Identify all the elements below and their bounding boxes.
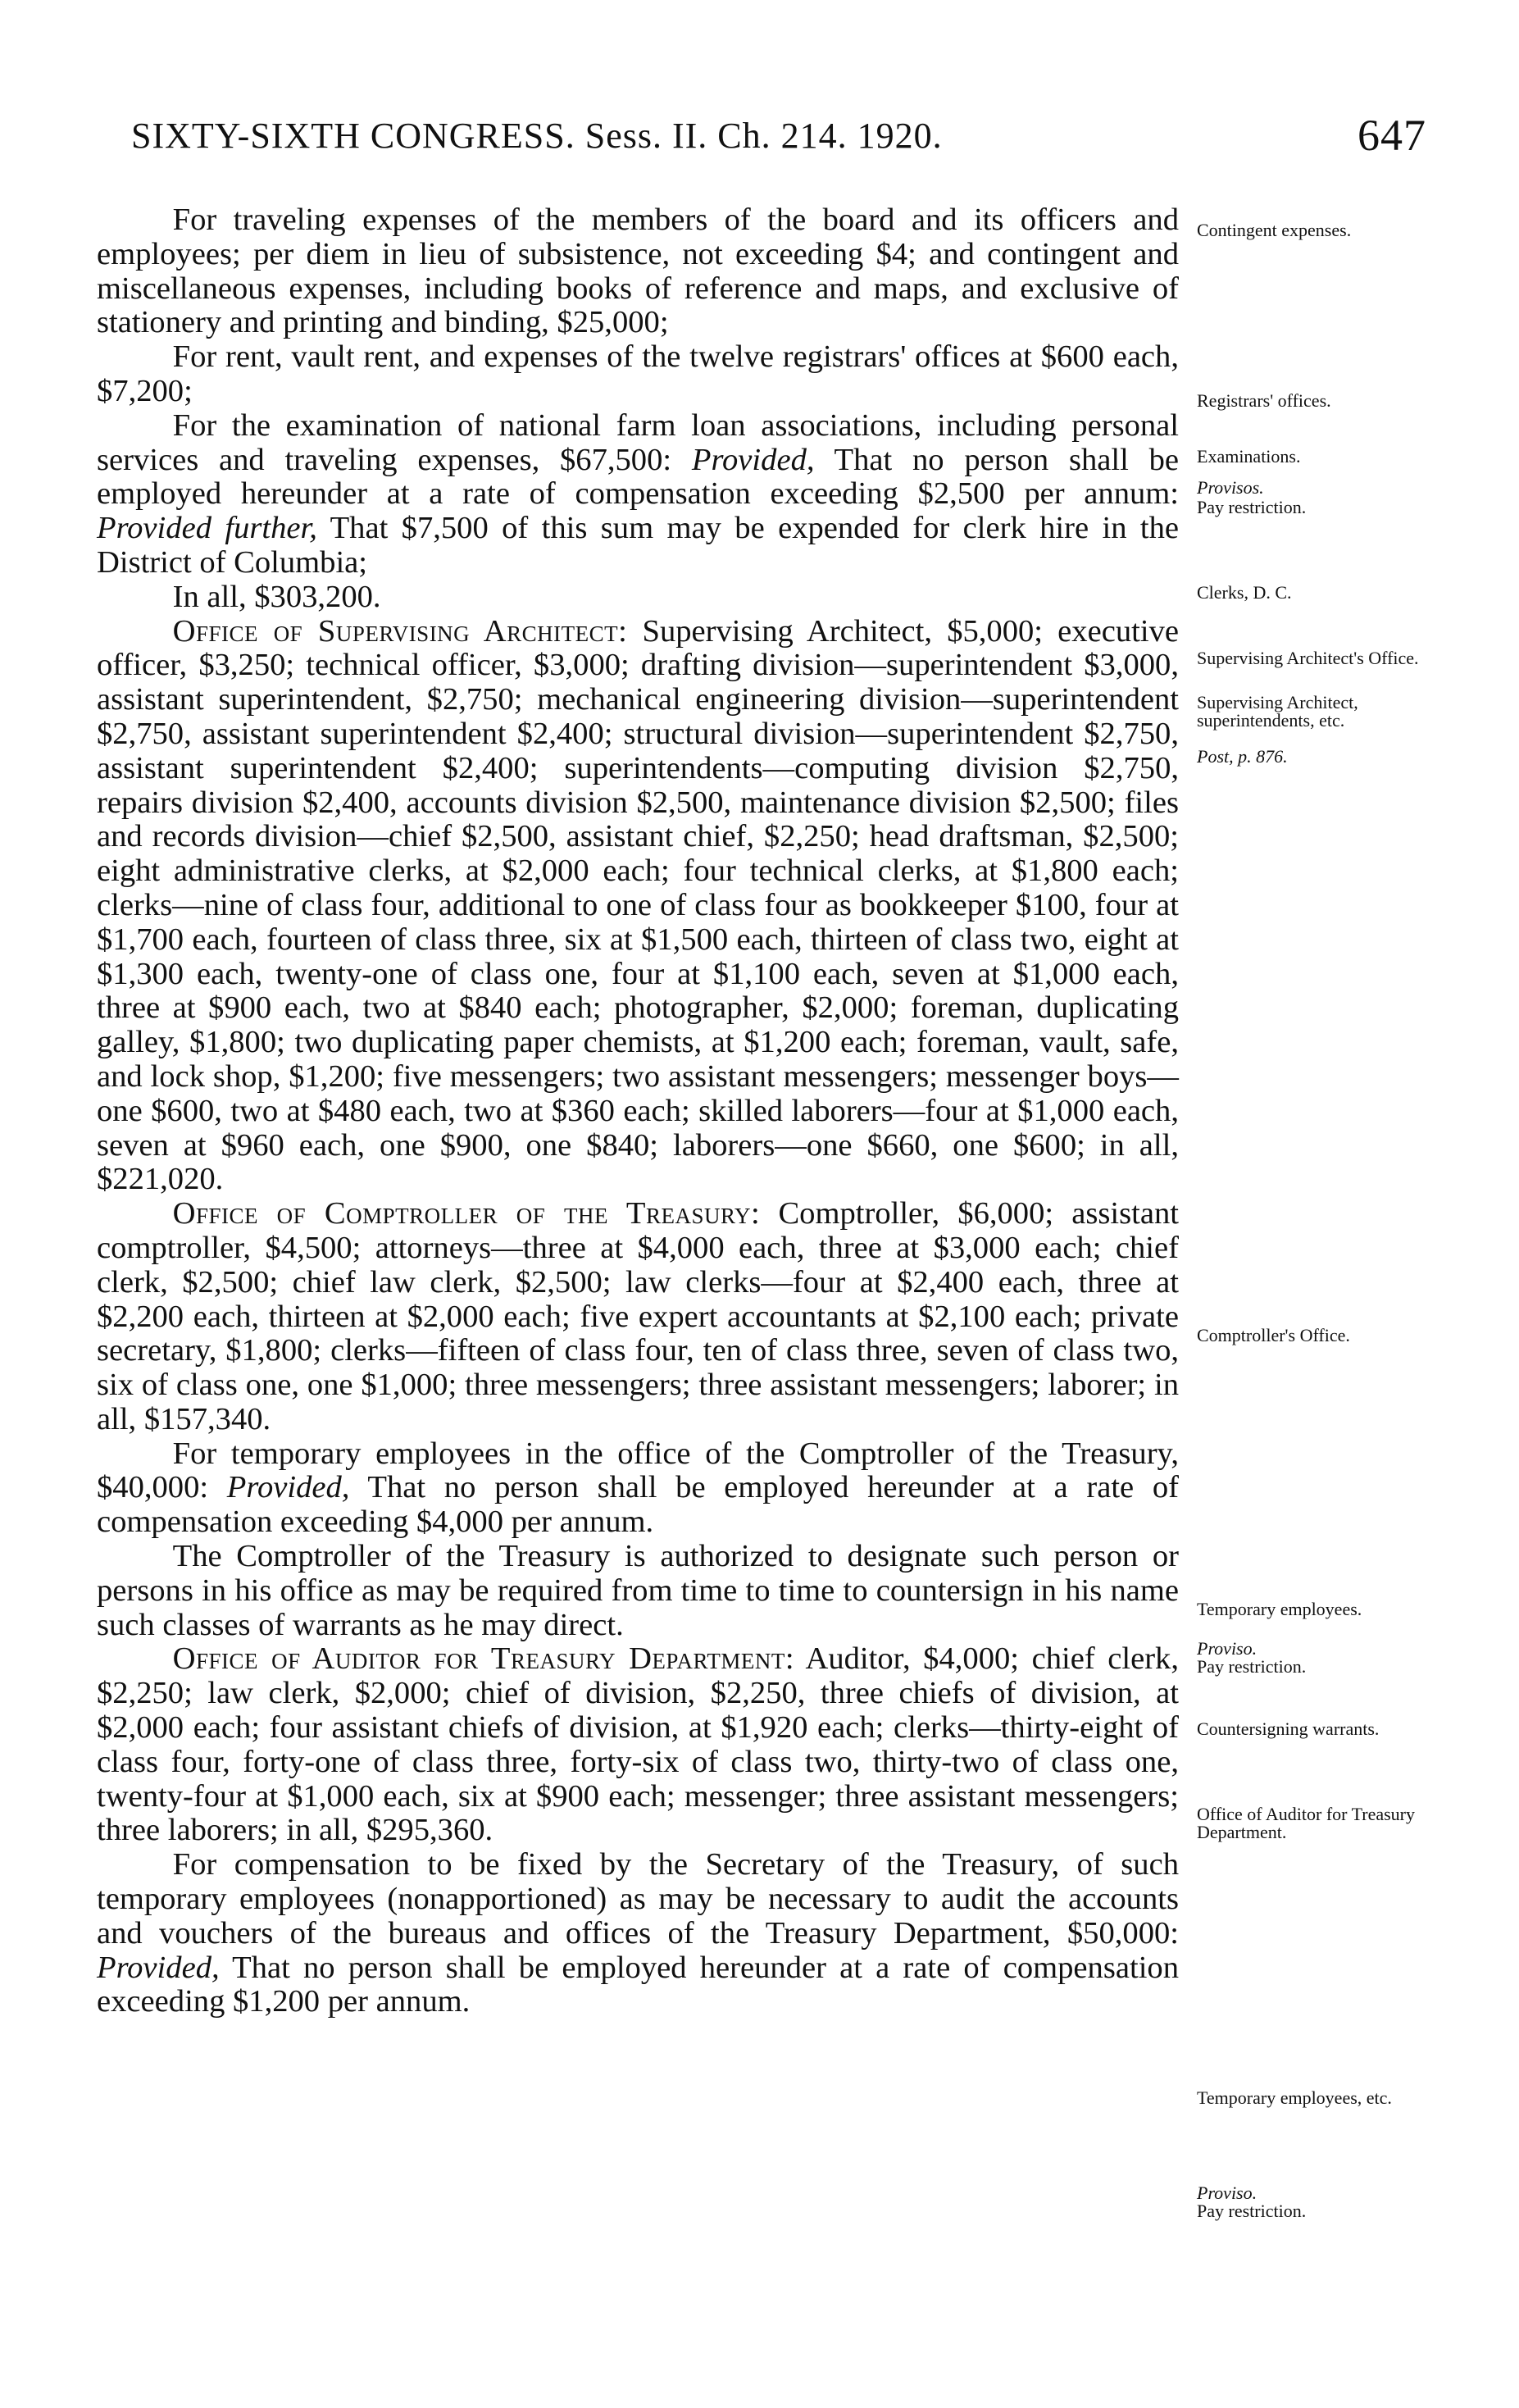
margin-note-auditor-office: Office of Auditor for Treasury Department.: [1197, 1804, 1415, 1842]
paragraph-text: That no person shall be employed hereunder at a rate of compensation exceeding $2,500 per annum:: [97, 442, 1179, 512]
proviso-word: Provided,: [97, 1950, 220, 1985]
margin-note-provisos: [1197, 479, 1443, 497]
margin-note-contingent: Contingent expenses.: [1197, 220, 1352, 240]
proviso-word: Provided further,: [97, 511, 317, 546]
paragraph-comptroller: [97, 1197, 1179, 1437]
proviso-word: Provided,: [226, 1470, 350, 1505]
paragraph-temporary-employees: [97, 1437, 1179, 1540]
page-number: 647: [1358, 111, 1426, 160]
paragraph-auditor: [97, 1642, 1179, 1848]
paragraph-text: For traveling expenses of the members of the board and its officers and employees; per diem in lieu of subsistence, not exceeding $4; and contingent and miscellaneous expenses, including books of reference and maps, and exclusive of stationery and printing and binding, $25,000;: [97, 203, 1179, 340]
paragraph-text: That $7,500 of this sum may be expended for clerk hire in the District of Columbia;: [97, 511, 1180, 580]
margin-note-pay-restriction: Pay restriction.: [1197, 497, 1307, 517]
margin-note-supervising-superintendents: Supervising Architect, superintendents, etc.: [1197, 692, 1358, 731]
paragraph-in-all: [97, 580, 1179, 615]
margin-note-temporary-employees-etc: Temporary employees, etc.: [1197, 2087, 1392, 2108]
paragraph-text: Comptroller, $6,000; assistant comptroller, $4,500; attorneys—three at $4,000 each, three at $3,000 each; chief clerk, $2,500; chief law clerk, $2,500; law clerks—four at $2,400 each, three at $2,200 each, thirteen at $2,000 each; five expert accountants at $2,100 each; private secretary, $1,800; clerks—fifteen of class four, ten of class three, seven of class two, six of class one, one $1,000; three messengers; three assistant messengers; laborer; in all, $157,340.: [97, 1196, 1180, 1436]
margin-note-countersigning: Countersigning warrants.: [1197, 1718, 1380, 1739]
paragraph-compensation: [97, 1848, 1179, 2019]
margin-note-post-reference: [1197, 748, 1443, 766]
margin-note-temporary-employees: Temporary employees.: [1197, 1599, 1362, 1619]
paragraph-countersign: [97, 1540, 1179, 1642]
margin-note-pay-restriction: Pay restriction.: [1197, 2201, 1307, 2221]
paragraph-text: For the examination of national farm loan associations, including personal services and traveling expenses, $67,500:: [97, 407, 1179, 477]
proviso-word: Provided,: [691, 442, 815, 477]
paragraph-text: For compensation to be fixed by the Secretary of the Treasury, of such temporary employees (nonapportioned) as may be necessary to audit the accounts and vouchers of the bureaus and offices of the Treasury Department, $50,000:: [97, 1847, 1179, 1951]
paragraph-text: For temporary employees in the office of the Comptroller of the Treasury, $40,000:: [97, 1436, 1179, 1505]
paragraph-rent: [97, 340, 1179, 409]
body-text: [97, 203, 1179, 2019]
paragraph-text: In all, $303,200.: [172, 579, 381, 614]
paragraph-text: Auditor, $4,000; chief clerk, $2,250; law clerk, $2,000; chief of division, $2,250, three chiefs of division, at $2,000 each; four assistant chiefs of division, at $1,920 each; clerks—thirty-eight of class four, forty-one of class three, forty-six of class two, thirty-two of class one, twenty-four at $1,000 each, six at $900 each; messenger; three assistant messengers; three laborers; in all, $295,360.: [97, 1641, 1179, 1848]
paragraph-text: Supervising Architect, $5,000; executive officer, $3,250; technical officer, $3,000; drafting division—superintendent $3,000, assistant superintendent, $2,750; mechanical engineering division—superintendent $2,750, assistant superintendent $2,400; structural division—superintendent $2,750, assistant superintendent $2,400; superintendents—computing division $2,750, repairs division $2,400, accounts division $2,500, maintenance division $2,500; files and records division—chief $2,500, assistant chief, $2,250; head draftsman, $2,500; eight administrative clerks, at $2,000 each; four technical clerks, at $1,800 each; clerks—nine of class four, additional to one of class four as bookkeeper $100, four at $1,700 each, fourteen of class three, six at $1,500 each, thirteen of class two, eight at $1,300 each, twenty-one of class one, four at $1,100 each, seven at $1,000 each, three at $900 each, two at $840 each; photographer, $2,000; foreman, duplicating galley, $1,800; two duplicating paper chemists, at $1,200 each; foreman, vault, safe, and lock shop, $1,200; five messengers; two assistant messengers; messenger boys—one $600, two at $480 each, two at $360 each; skilled laborers—four at $1,000 each, seven at $960 each, one $900, one $840; laborers—one $660, one $600; in all, $221,020.: [97, 613, 1179, 1197]
paragraph-text: For rent, vault rent, and expenses of the twelve registrars' offices at $600 each, $7,200;: [97, 339, 1179, 408]
paragraph-supervising-architect: [97, 615, 1179, 1198]
proviso-label: Proviso.: [1197, 2183, 1257, 2203]
proviso-label: Proviso.: [1197, 1638, 1257, 1659]
margin-note-proviso: [1197, 1640, 1443, 1658]
paragraph-traveling-expenses: [97, 203, 1179, 340]
margin-note-examinations: Examinations.: [1197, 446, 1301, 467]
proviso-label: Provisos.: [1197, 477, 1264, 498]
post-reference: Post, p. 876.: [1197, 746, 1288, 767]
section-heading: Office of Comptroller of the Treasury:: [172, 1196, 761, 1231]
running-head: [131, 111, 1426, 172]
margin-note-supervising-office: Supervising Architect's Office.: [1197, 648, 1419, 668]
margin-note-clerks-dc: Clerks, D. C.: [1197, 582, 1292, 603]
running-head-text: SIXTY-SIXTH CONGRESS. Sess. II. Ch. 214. 1920.: [131, 116, 943, 156]
paragraph-text: The Comptroller of the Treasury is authorized to designate such person or persons in his office as may be required from time to time to countersign in his name such classes of warrants as he may direct.: [97, 1539, 1179, 1642]
margin-note-pay-restriction: Pay restriction.: [1197, 1656, 1307, 1677]
margin-note-registrars: Registrars' offices.: [1197, 390, 1331, 411]
margin-note-proviso: [1197, 2184, 1443, 2202]
paragraph-text: That no person shall be employed hereunder at a rate of compensation exceeding $4,000 per annum.: [97, 1470, 1179, 1540]
section-heading: Office of Auditor for Treasury Department:: [172, 1641, 795, 1677]
margin-note-comptroller-office: Comptroller's Office.: [1197, 1325, 1350, 1345]
paragraph-examination: [97, 409, 1179, 580]
paragraph-text: That no person shall be employed hereunder at a rate of compensation exceeding $1,200 per annum.: [97, 1950, 1179, 2019]
section-heading: Office of Supervising Architect:: [172, 613, 628, 649]
